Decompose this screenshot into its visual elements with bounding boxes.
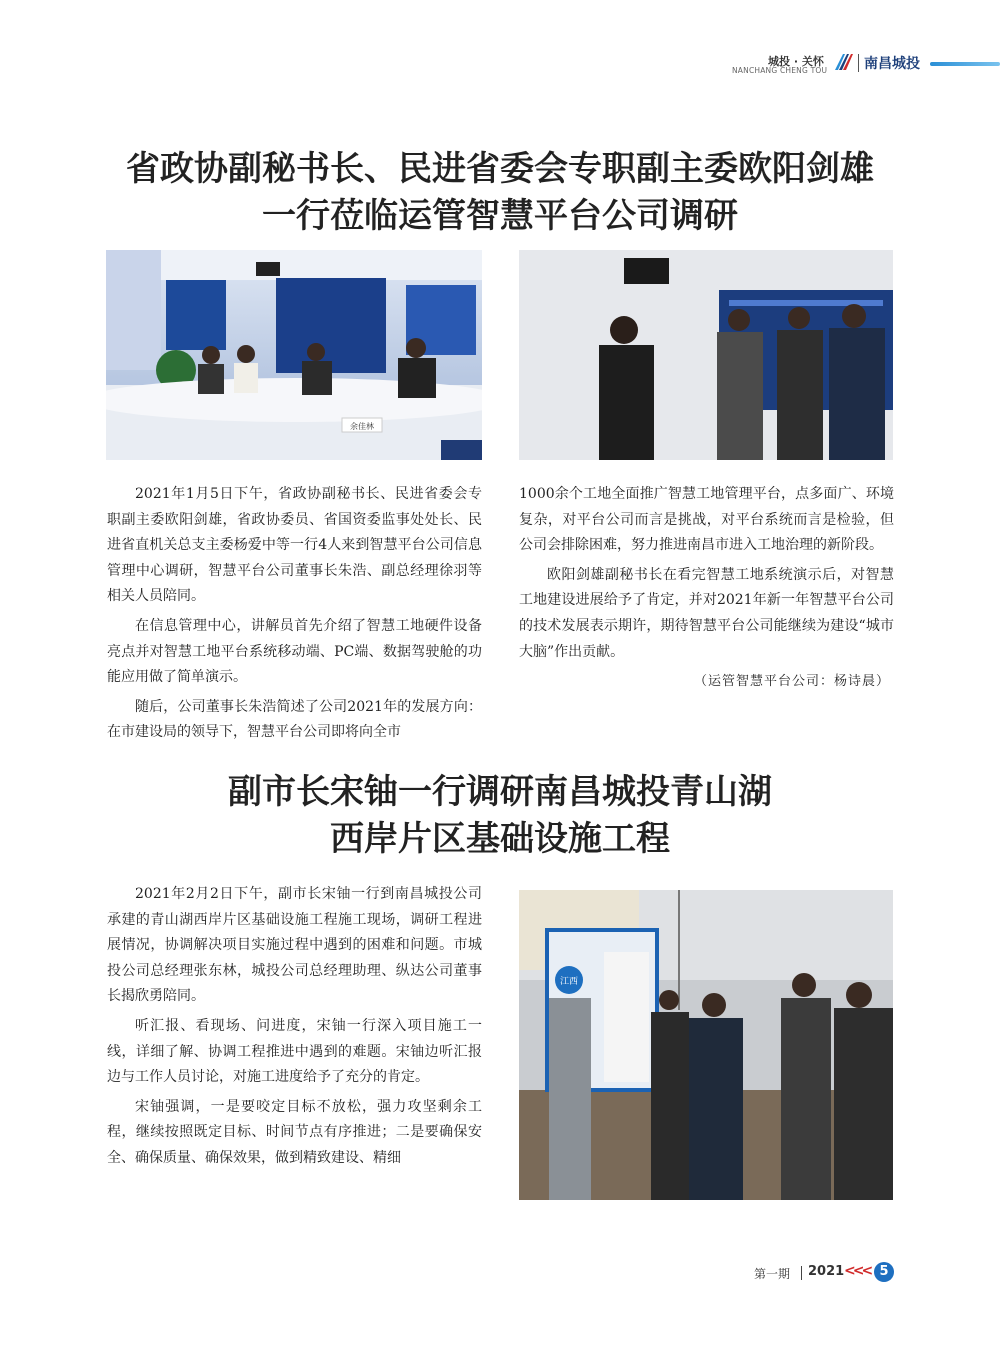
article2-paragraph: 听汇报、看现场、问进度，宋铀一行深入项目施工一线，详细了解、协调工程推进中遇到的难题。宋铀边听汇报边与工作人员讨论，对施工进度给予了充分的肯定。 xyxy=(107,1017,482,1086)
page-header xyxy=(730,50,1000,80)
photo-meeting-room xyxy=(106,250,482,460)
logo-icon xyxy=(832,51,854,73)
article1-paragraph: 在信息管理中心，讲解员首先介绍了智慧工地硬件设备亮点并对智慧工地平台系统移动端、PC端、数据驾驶舱的功能应用做了简单演示。 xyxy=(107,617,482,686)
header-accent-bar xyxy=(930,62,1000,66)
article2-column xyxy=(107,882,482,1172)
article1-title xyxy=(60,146,940,240)
header-divider xyxy=(858,54,859,72)
article2-paragraph: 宋铀强调，一是要咬定目标不放松，强力攻坚剩余工程，继续按照既定目标、时间节点有序推进；二是要确保安全、确保质量、确保效果，做到精致建设、精细 xyxy=(107,1098,482,1166)
year-label: 2021 xyxy=(808,1264,845,1279)
article2-title-line2: 西岸片区基础设施工程 xyxy=(330,819,670,859)
article2-paragraph: 2021年2月2日下午，副市长宋铀一行到南昌城投公司承建的青山湖西岸片区基础设施工程施工现场，调研工程进展情况，协调解决项目实施过程中遇到的困难和问题。市城投公司总经理张东林，城投公司总经理助理、纵达公司董事长揭欣勇陪同。 xyxy=(107,886,482,1005)
photo-construction-site xyxy=(519,890,893,1200)
section-label: 城投 · 关怀 xyxy=(768,55,824,68)
article1-paragraph: 2021年1月5日下午，省政协副秘书长、民进省委会专职副主委欧阳剑雄，省政协委员、省国资委监事处处长、民进省直机关总支主委杨爱中等一行4人来到智慧平台公司信息管理中心调研，智慧平台公司董事长朱浩、副总经理徐羽等相关人员陪同。 xyxy=(107,486,482,605)
photo3-helmet-text: 江西 xyxy=(559,977,579,987)
article1-paragraph: 随后，公司董事长朱浩简述了公司2021年的发展方向：在市建设局的领导下，智慧平台公司即将向全市 xyxy=(107,698,482,741)
article1-paragraph-continued: 1000余个工地全面推广智慧工地管理平台，点多面广、环境复杂，对平台公司而言是挑战，对平台系统而言是检验，但公司会排除困难，努力推进南昌市进入工地治理的新阶段。 xyxy=(519,486,894,554)
article1-title-line1: 省政协副秘书长、民进省委会专职副主委欧阳剑雄 xyxy=(126,149,874,189)
chevrons-icon: <<< xyxy=(844,1263,871,1279)
article1-credit: （运管智慧平台公司：杨诗晨） xyxy=(693,674,890,690)
article2-title-line1: 副市长宋铀一行调研南昌城投青山湖 xyxy=(228,772,772,812)
article1-column-left xyxy=(107,482,482,746)
article2-title xyxy=(60,769,940,863)
page-footer xyxy=(754,1262,904,1284)
article1-title-line2: 一行莅临运管智慧平台公司调研 xyxy=(262,196,738,236)
photo1-nameplate-text: 余佳林 xyxy=(350,422,374,431)
issue-label: 第一期 xyxy=(754,1267,791,1281)
section-english: NANCHANG CHENG TOU xyxy=(732,66,828,75)
article1-column-right xyxy=(519,482,894,695)
brand-name: 南昌城投 xyxy=(864,56,920,72)
article1-paragraph: 欧阳剑雄副秘书长在看完智慧工地系统演示后，对智慧工地建设进展给予了肯定，并对2021年新一年智慧平台公司的技术发展表示期许，期待智慧平台公司能继续为建设“城市大脑”作出贡献。 xyxy=(519,566,894,660)
footer-divider xyxy=(801,1266,802,1280)
page-number: 5 xyxy=(874,1262,894,1282)
photo-presentation xyxy=(519,250,893,460)
